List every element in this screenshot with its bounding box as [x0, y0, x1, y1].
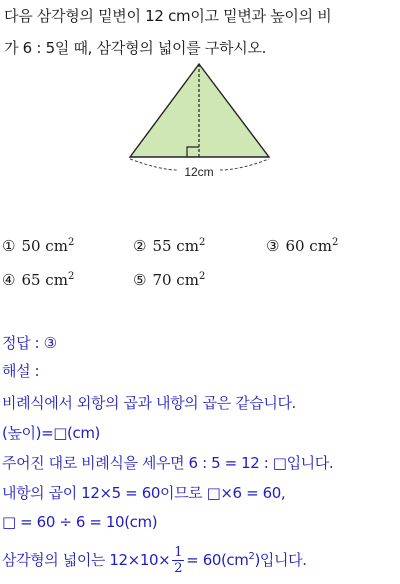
option-exponent: 2 — [67, 237, 75, 248]
one-half-fraction — [172, 545, 184, 576]
solution-line-2: (높이)=□(cm) — [2, 424, 100, 442]
area-expression-start: 삼각형의 넓이는 12×10× — [2, 551, 171, 569]
solution-line-6 — [2, 545, 307, 576]
question-line-2: 가 6 : 5일 때, 삼각형의 넓이를 구하시오. — [4, 39, 267, 57]
option-exponent: 2 — [198, 237, 206, 248]
option-2[interactable] — [133, 233, 205, 256]
option-value: 55 cm — [152, 237, 199, 255]
option-exponent: 2 — [67, 271, 75, 282]
fraction-denominator: 2 — [174, 561, 183, 576]
triangle-figure — [120, 60, 280, 185]
solution-line-1: 비례식에서 외항의 곱과 내항의 곱은 같습니다. — [2, 394, 296, 412]
option-exponent: 2 — [331, 237, 339, 248]
option-number: ③ — [266, 237, 280, 255]
option-value: 70 cm — [152, 271, 199, 289]
option-value: 60 cm — [285, 237, 332, 255]
option-1[interactable] — [2, 233, 74, 256]
option-5[interactable] — [133, 267, 205, 290]
answer-label: 정답 : ③ — [2, 334, 57, 352]
base-label: 12cm — [184, 165, 214, 179]
area-expression-result: = 60(cm — [186, 551, 249, 569]
fraction-numerator: 1 — [174, 545, 183, 560]
option-4[interactable] — [2, 267, 74, 290]
area-expression-end: )입니다. — [254, 551, 307, 569]
explanation-label: 해설 : — [2, 362, 40, 380]
solution-line-3: 주어진 대로 비례식을 세우면 6 : 5 = 12 : □입니다. — [2, 454, 334, 472]
question-line-1: 다음 삼각형의 밑변이 12 cm이고 밑변과 높이의 비 — [4, 7, 332, 25]
area-exponent: 2 — [248, 551, 255, 562]
option-number: ④ — [2, 271, 16, 289]
option-number: ① — [2, 237, 16, 255]
option-3[interactable] — [266, 233, 338, 256]
solution-line-5: □ = 60 ÷ 6 = 10(cm) — [2, 513, 158, 531]
option-value: 65 cm — [21, 271, 68, 289]
option-exponent: 2 — [198, 271, 206, 282]
option-value: 50 cm — [21, 237, 68, 255]
solution-line-4: 내항의 곱이 12×5 = 60이므로 □×6 = 60, — [2, 484, 286, 502]
option-number: ⑤ — [133, 271, 147, 289]
option-number: ② — [133, 237, 147, 255]
